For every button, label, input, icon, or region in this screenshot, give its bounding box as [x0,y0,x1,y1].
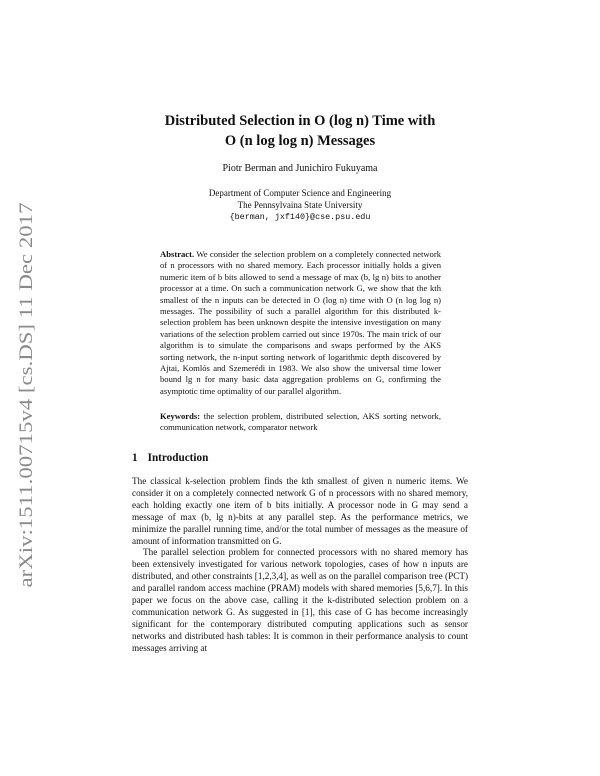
title-line-2: O (n log log n) Messages [224,133,376,149]
intro-paragraph-1: The classical k-selection problem finds the kth smallest of given n numeric items. We consider it on a completely connected network G of n processors with no shared memory, each holding exactly one item of b bits initially. A processor node in G may send a message of max (b, lg n)-bits at any parallel step. As the performance metrics, we minimize the parallel running time, and/or the total number of messages as the measure of amount of information transmitted on G. [132,476,468,546]
section-title: Introduction [147,452,209,464]
abstract [160,249,441,397]
section-heading-introduction [132,452,208,464]
title-line-1: Distributed Selection in O (log n) Time with [164,113,436,129]
authors: Piotr Berman and Junichiro Fukuyama [222,163,378,174]
keywords-text: the selection problem, distributed selection, AKS sorting network, communication network, comparator network [160,411,441,433]
paper-title [100,111,500,151]
keywords-label: Keywords: [160,411,201,421]
arxiv-identifier-svg [10,200,40,590]
university: The Pennsylvaina State University [237,200,363,210]
keywords [160,411,441,434]
introduction-body [132,476,468,655]
intro-paragraph-2: The parallel selection problem for connected processors with no shared memory has been extensively investigated for various network topologies, cases of how n inputs are distributed, and other constraints [1,2,3,4], as well as on the parallel comparison tree (PCT) and parallel random access machine (PRAM) models with shared memories [5,6,7]. In this paper we focus on the above case, calling it the k-distributed selection problem on a communication network G. As suggested in [1], this case of G has become increasingly significant for the contemporary distributed computing applications such as sensor networks and distributed hash tables: It is common in their performance analysis to count messages arriving at [132,547,468,653]
affiliation [100,187,500,223]
section-number: 1 [132,452,138,464]
abstract-text: We consider the selection problem on a completely connected network of n processors with no shared memory. Each processor initially holds a given numeric item of b bits allowed to send a message of max (b, lg n) bits to another processor at a time. On such a communication network G, we show that the kth smallest of the n inputs can be detected in O (log n) time with O (n log log n) messages. The possibility of such a parallel algorithm for this distributed k-selection problem has been unknown despite the intensive investigation on many variations of the selection problem carried out since 1970s. The main trick of our algorithm is to simulate the comparisons and swaps performed by the AKS sorting network, the n-input sorting network of logarithmic depth discovered by Ajtai, Komlós and Szemerédi in 1983. We also show the universal time lower bound lg n for many basic data aggregation problems on G, confirming the asymptotic time optimality of our parallel algorithm. [160,249,441,396]
arxiv-identifier[interactable] [10,200,40,590]
abstract-label: Abstract. [160,249,195,259]
department: Department of Computer Science and Engineering [208,188,392,198]
arxiv-identifier-text: arXiv:1511.00715v4 [cs.DS] 11 Dec 2017 [16,267,37,588]
author-email[interactable]: {berman, jxf140}@cse.psu.edu [229,212,371,222]
